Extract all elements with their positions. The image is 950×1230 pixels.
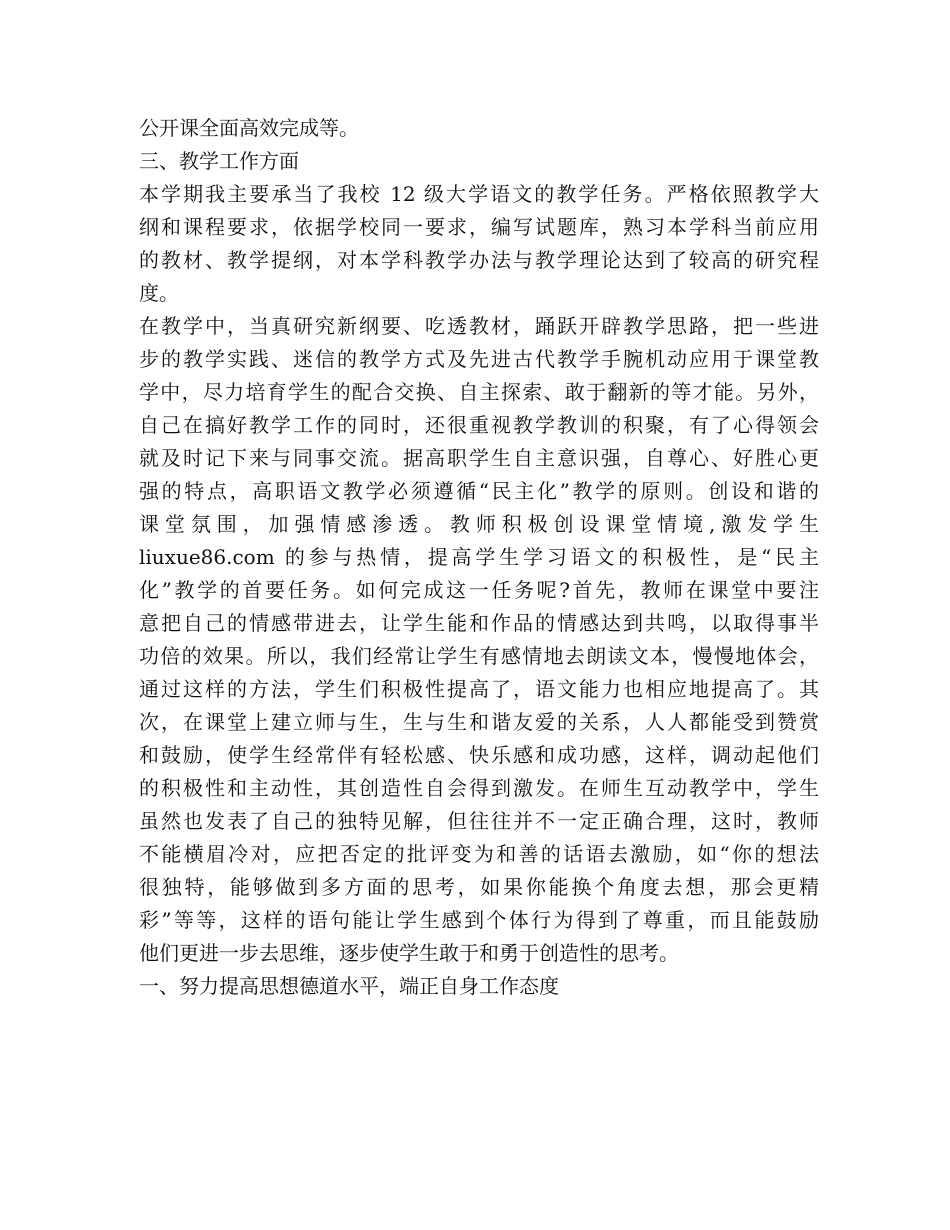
section-heading-ideology: 一、努力提高思想德道水平，端正自身工作态度 <box>139 974 559 998</box>
text-line-23: 不能横眉冷对，应把否定的批评变为和善的话语去激励，如“你的想法 <box>139 842 819 866</box>
text-line-19: 次，在课堂上建立师与生，生与生和谐友爱的关系，人人都能受到赞赏 <box>139 710 819 734</box>
document-body <box>139 112 819 1003</box>
text-line-24: 很独特，能够做到多方面的思考，如果你能换个角度去想，那会更精 <box>139 875 819 899</box>
text-line-26: 他们更进一步去思维，逐步使学生敢于和勇于创造性的思考。 <box>139 941 679 965</box>
text-line-9: 学中，尽力培育学生的配合交换、自主探索、敢于翻新的等才能。另外， <box>139 380 819 404</box>
text-line-6: 度。 <box>139 281 179 305</box>
text-line-18: 通过这样的方法，学生们积极性提高了，语文能力也相应地提高了。其 <box>139 677 819 701</box>
text-line-15: 化”教学的首要任务。如何完成这一任务呢?首先，教师在课堂中要注 <box>139 578 819 602</box>
text-line-16: 意把自己的情感带进去，让学生能和作品的情感达到共鸣，以取得事半 <box>139 611 819 635</box>
text-line-7: 在教学中，当真研究新纲要、吃透教材，踊跃开辟教学思路，把一些进 <box>139 314 819 338</box>
text-line-3: 本学期我主要承当了我校 12 级大学语文的教学任务。严格依照教学大 <box>139 182 819 206</box>
text-line-13: 课堂氛围，加强情感渗透。教师积极创设课堂情境,激发学生 <box>139 512 819 536</box>
text-line-4: 纲和课程要求，依据学校同一要求，编写试题库，熟习本学科当前应用 <box>139 215 819 239</box>
text-line-21: 的积极性和主动性，其创造性自会得到激发。在师生互动教学中，学生 <box>139 776 819 800</box>
text-line-14: liuxue86.com 的参与热情，提高学生学习语文的积极性，是“民主 <box>139 545 819 569</box>
text-line-17: 功倍的效果。所以，我们经常让学生有感情地去朗读文本，慢慢地体会， <box>139 644 819 668</box>
text-line-25: 彩”等等，这样的语句能让学生感到个体行为得到了尊重，而且能鼓励 <box>139 908 819 932</box>
text-line-5: 的教材、教学提纲，对本学科教学办法与教学理论达到了较高的研究程 <box>139 248 819 272</box>
text-line-20: 和鼓励，使学生经常伴有轻松感、快乐感和成功感，这样，调动起他们 <box>139 743 819 767</box>
section-heading-teaching-work: 三、教学工作方面 <box>139 149 299 173</box>
text-line-22: 虽然也发表了自己的独特见解，但往往并不一定正确合理，这时，教师 <box>139 809 819 833</box>
text-line-8: 步的教学实践、迷信的教学方式及先进古代教学手腕机动应用于课堂教 <box>139 347 819 371</box>
text-line-10: 自己在搞好教学工作的同时，还很重视教学教训的积聚，有了心得领会 <box>139 413 819 437</box>
text-line-12: 强的特点，高职语文教学必须遵循“民主化”教学的原则。创设和谐的 <box>139 479 819 503</box>
text-line-1: 公开课全面高效完成等。 <box>139 116 359 140</box>
text-line-11: 就及时记下来与同事交流。据高职学生自主意识强，自尊心、好胜心更 <box>139 446 819 470</box>
